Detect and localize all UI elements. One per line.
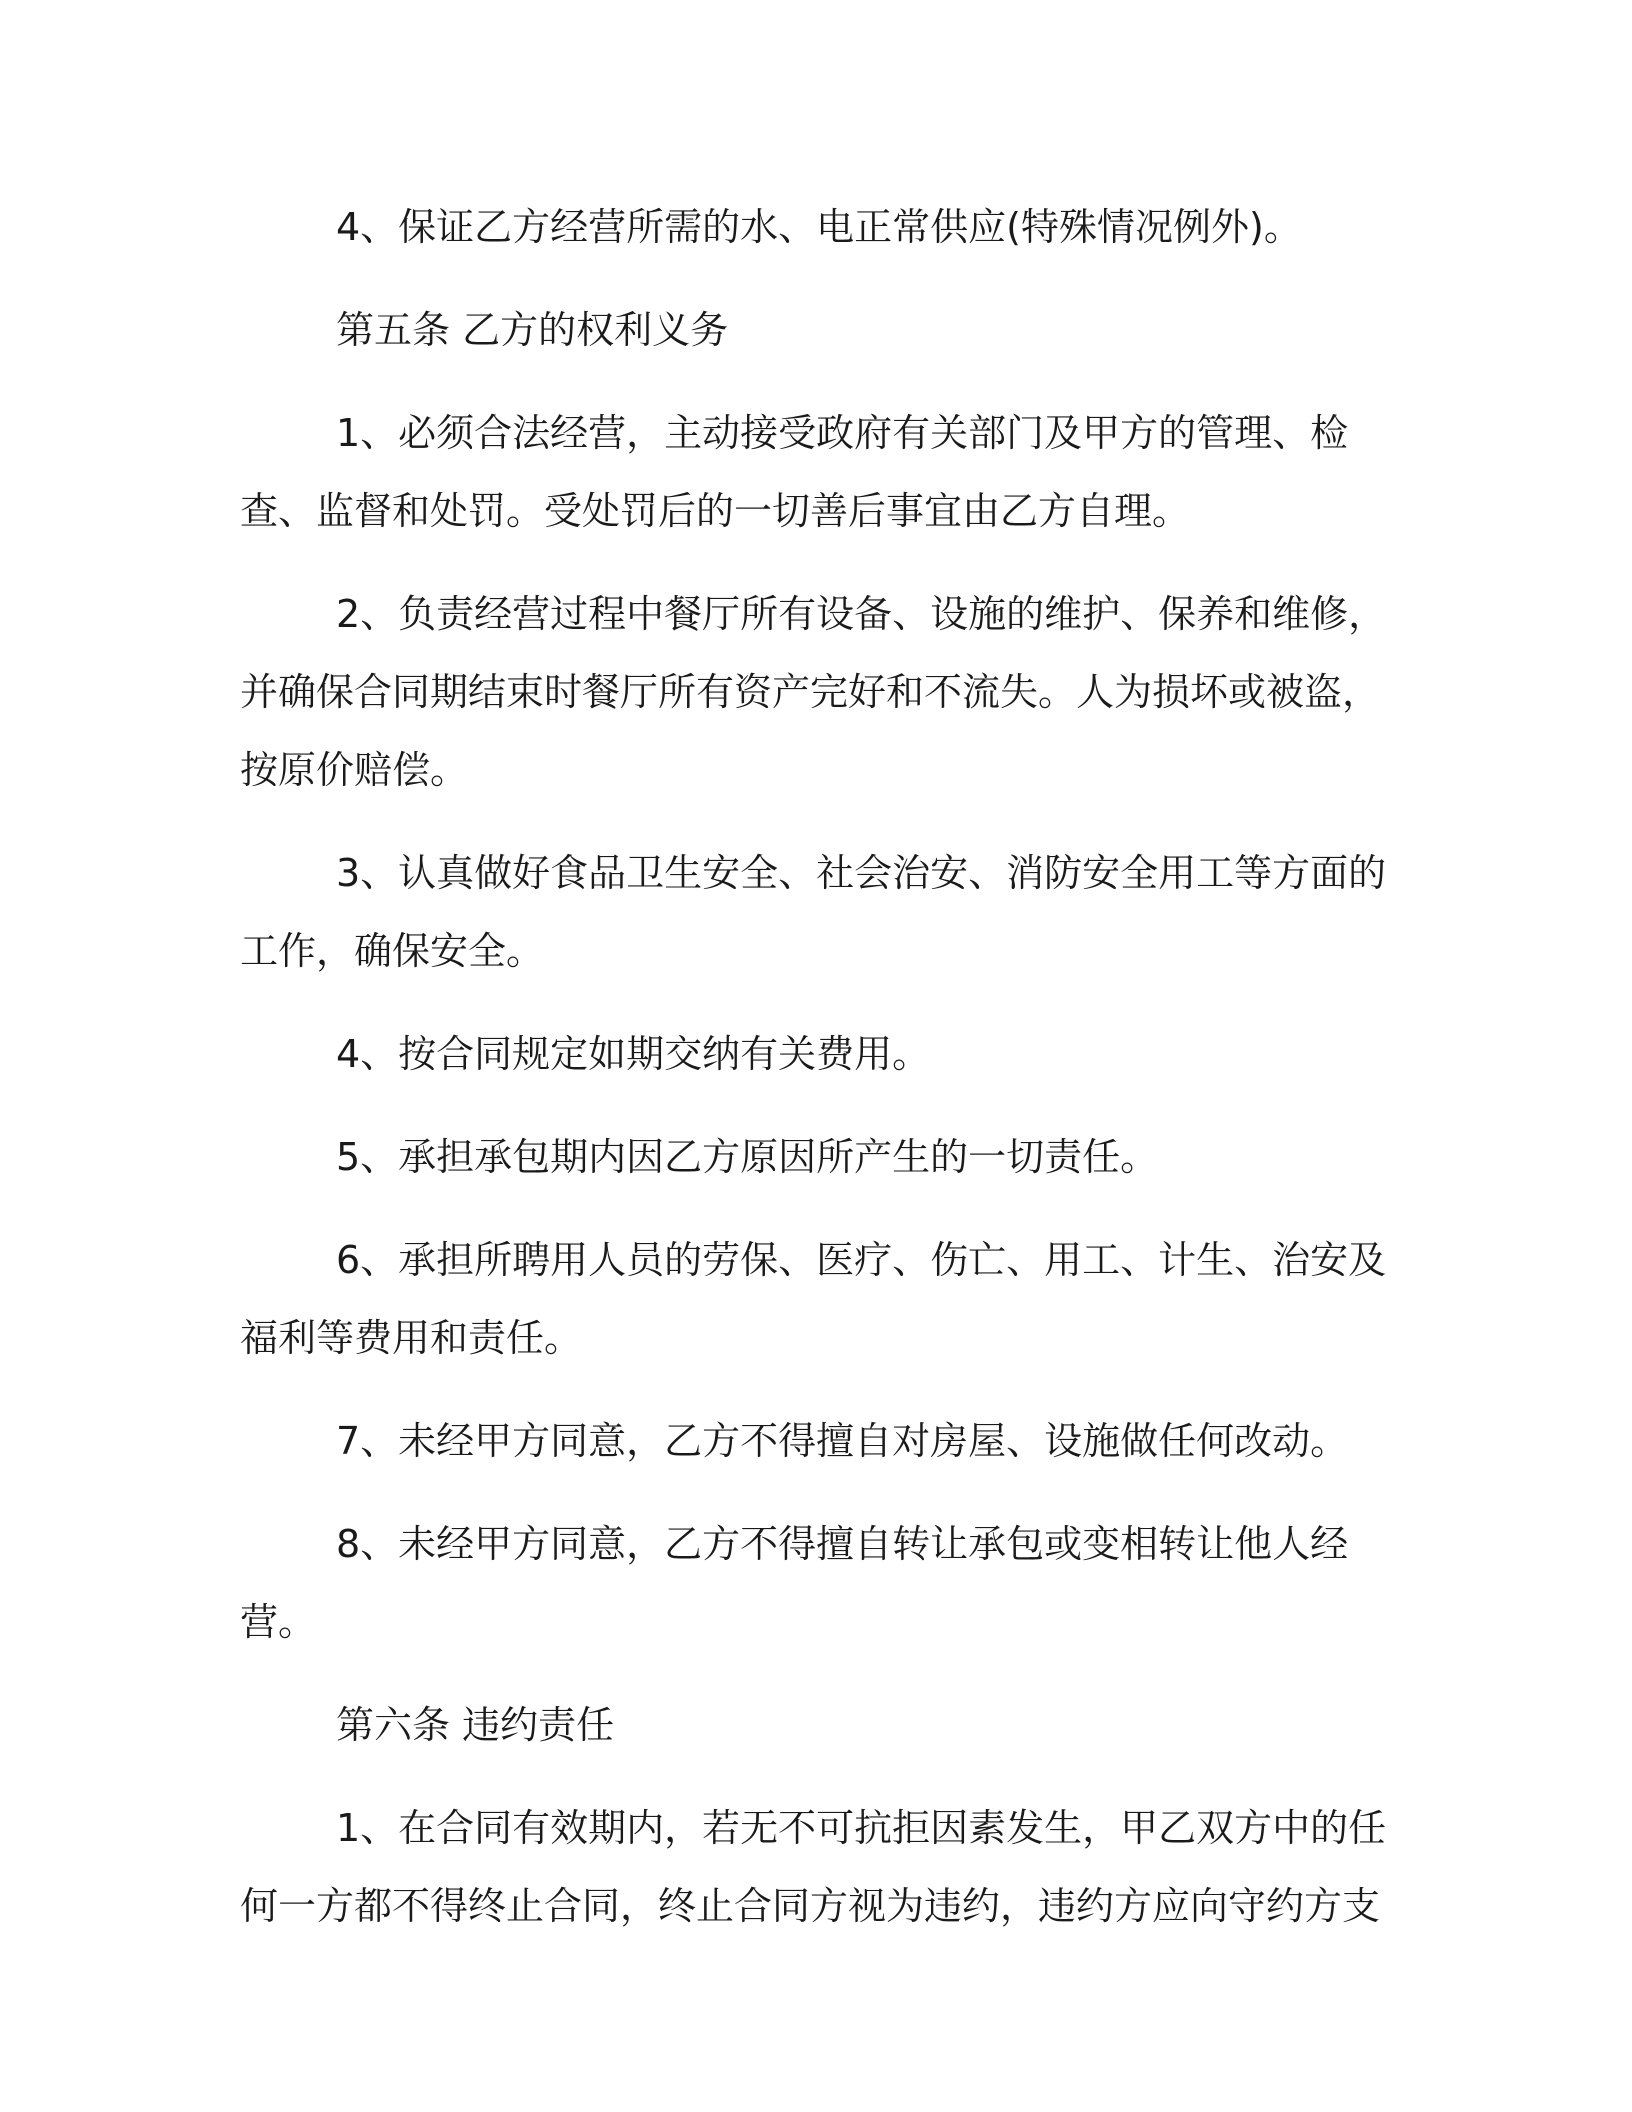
article-5-heading: 第五条 乙方的权利义务 bbox=[336, 308, 729, 352]
paragraph-lessee-duty-5: 5、承担承包期内因乙方原因所产生的一切责任。 bbox=[336, 1135, 1159, 1179]
paragraph-breach-1: 1、在合同有效期内，若无不可抗拒因素发生，甲乙双方中的任何一方都不得终止合同，终止合同方视为违约，违约方应向守约方支 bbox=[240, 1806, 1387, 1928]
paragraph-lessee-duty-2: 2、负责经营过程中餐厅所有设备、设施的维护、保养和维修，并确保合同期结束时餐厅所有资产完好和不流失。人为损坏或被盗，按原价赔偿。 bbox=[240, 592, 1387, 792]
paragraph-lessee-duty-4: 4、按合同规定如期交纳有关费用。 bbox=[336, 1032, 931, 1076]
document-body bbox=[240, 188, 1410, 1945]
paragraph-lessor-duty-4: 4、保证乙方经营所需的水、电正常供应(特殊情况例外)。 bbox=[336, 205, 1302, 249]
paragraph-lessee-duty-1: 1、必须合法经营，主动接受政府有关部门及甲方的管理、检查、监督和处罚。受处罚后的一切善后事宜由乙方自理。 bbox=[240, 411, 1349, 533]
paragraph-lessee-duty-6: 6、承担所聘用人员的劳保、医疗、伤亡、用工、计生、治安及福利等费用和责任。 bbox=[240, 1238, 1387, 1360]
paragraph-lessee-duty-8: 8、未经甲方同意，乙方不得擅自转让承包或变相转让他人经营。 bbox=[240, 1522, 1349, 1644]
paragraph-lessee-duty-7: 7、未经甲方同意，乙方不得擅自对房屋、设施做任何改动。 bbox=[336, 1419, 1349, 1463]
paragraph-lessee-duty-3: 3、认真做好食品卫生安全、社会治安、消防安全用工等方面的工作，确保安全。 bbox=[240, 851, 1387, 973]
article-6-heading: 第六条 违约责任 bbox=[336, 1703, 615, 1747]
